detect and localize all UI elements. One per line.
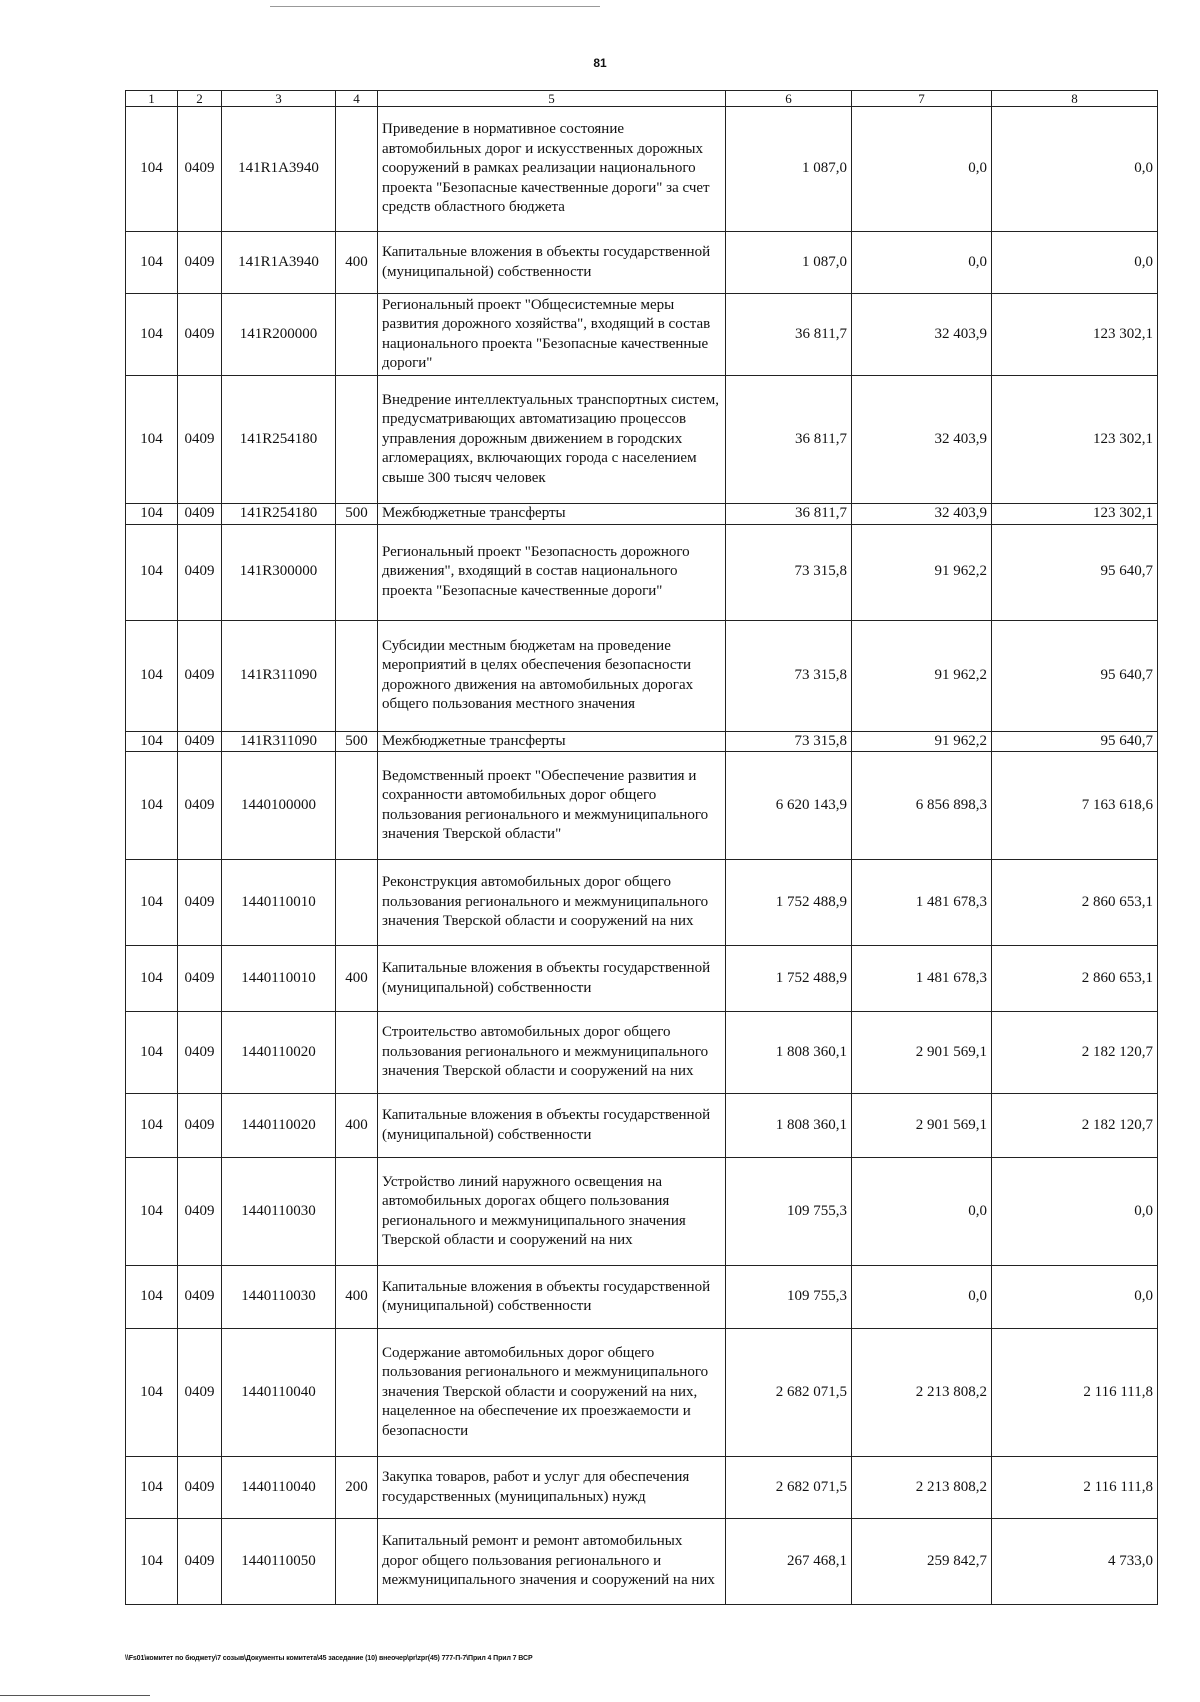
cell-col1: 104	[126, 1266, 178, 1329]
table-row	[126, 1457, 1158, 1519]
cell-col2: 0409	[178, 946, 222, 1012]
column-header: 1	[126, 91, 178, 107]
table-row	[126, 232, 1158, 294]
cell-col3: 1440110040	[222, 1457, 336, 1519]
cell-col3: 1440100000	[222, 752, 336, 860]
cell-col4	[336, 1158, 378, 1266]
cell-col2: 0409	[178, 504, 222, 525]
cell-col6: 73 315,8	[726, 524, 852, 620]
cell-col3: 1440110020	[222, 1012, 336, 1094]
cell-col6: 2 682 071,5	[726, 1457, 852, 1519]
cell-col4	[336, 752, 378, 860]
cell-col6: 267 468,1	[726, 1519, 852, 1605]
cell-col2: 0409	[178, 752, 222, 860]
scan-bottom-rule	[0, 1695, 150, 1696]
cell-col6: 1 752 488,9	[726, 860, 852, 946]
cell-col8: 2 860 653,1	[992, 946, 1158, 1012]
cell-col3: 141R1A3940	[222, 232, 336, 294]
cell-col8: 0,0	[992, 1158, 1158, 1266]
table-row	[126, 1094, 1158, 1158]
cell-description: Строительство автомобильных дорог общего пользования регионального и межмуниципального значения Тверской области и сооружений на них	[378, 1012, 726, 1094]
cell-col4	[336, 376, 378, 504]
cell-col7: 2 213 808,2	[852, 1329, 992, 1457]
cell-col6: 1 752 488,9	[726, 946, 852, 1012]
cell-col1: 104	[126, 294, 178, 376]
cell-description: Субсидии местным бюджетам на проведение мероприятий в целях обеспечения безопасности дорожного движения на автомобильных дорогах общего пользования местного значения	[378, 620, 726, 731]
cell-description: Устройство линий наружного освещения на автомобильных дорогах общего пользования регионального и межмуниципального значения Тверской области и сооружений на них	[378, 1158, 726, 1266]
cell-description: Закупка товаров, работ и услуг для обеспечения государственных (муниципальных) нужд	[378, 1457, 726, 1519]
header-row	[126, 91, 1158, 107]
cell-col8: 0,0	[992, 107, 1158, 232]
cell-col7: 259 842,7	[852, 1519, 992, 1605]
cell-col1: 104	[126, 524, 178, 620]
cell-col4: 500	[336, 504, 378, 525]
cell-col2: 0409	[178, 1094, 222, 1158]
cell-col3: 1440110040	[222, 1329, 336, 1457]
cell-col6: 1 087,0	[726, 107, 852, 232]
cell-col7: 32 403,9	[852, 376, 992, 504]
cell-col3: 1440110010	[222, 946, 336, 1012]
cell-col2: 0409	[178, 1266, 222, 1329]
cell-description: Реконструкция автомобильных дорог общего пользования регионального и межмуниципального значения Тверской области и сооружений на них	[378, 860, 726, 946]
cell-col1: 104	[126, 620, 178, 731]
table-row	[126, 524, 1158, 620]
table-row	[126, 1519, 1158, 1605]
cell-col6: 6 620 143,9	[726, 752, 852, 860]
cell-col2: 0409	[178, 1457, 222, 1519]
cell-col4: 400	[336, 946, 378, 1012]
footer-file-path: \\Fs01\комитет по бюджету\7 созыв\Документы комитета\45 заседание (10) внеочер\pr\zpr(45) 777-П-7\Прил 4 Прил 7 ВСР	[125, 1655, 533, 1662]
cell-col8: 123 302,1	[992, 294, 1158, 376]
cell-col8: 2 182 120,7	[992, 1012, 1158, 1094]
cell-col8: 2 860 653,1	[992, 860, 1158, 946]
cell-col3: 141R200000	[222, 294, 336, 376]
cell-description: Региональный проект "Общесистемные меры развития дорожного хозяйства", входящий в состав национального проекта "Безопасные качественные дороги"	[378, 294, 726, 376]
cell-col8: 0,0	[992, 1266, 1158, 1329]
cell-description: Капитальные вложения в объекты государственной (муниципальной) собственности	[378, 946, 726, 1012]
cell-col8: 2 116 111,8	[992, 1457, 1158, 1519]
cell-col7: 1 481 678,3	[852, 860, 992, 946]
cell-col7: 2 901 569,1	[852, 1012, 992, 1094]
cell-col8: 123 302,1	[992, 376, 1158, 504]
cell-col1: 104	[126, 1012, 178, 1094]
cell-col4: 400	[336, 1094, 378, 1158]
table-row	[126, 1266, 1158, 1329]
cell-col7: 32 403,9	[852, 294, 992, 376]
cell-col6: 73 315,8	[726, 620, 852, 731]
cell-description: Капитальные вложения в объекты государственной (муниципальной) собственности	[378, 1094, 726, 1158]
cell-description: Капитальные вложения в объекты государственной (муниципальной) собственности	[378, 232, 726, 294]
cell-col6: 1 808 360,1	[726, 1012, 852, 1094]
cell-col1: 104	[126, 860, 178, 946]
cell-col7: 0,0	[852, 107, 992, 232]
cell-col2: 0409	[178, 376, 222, 504]
cell-col8: 2 182 120,7	[992, 1094, 1158, 1158]
cell-col6: 73 315,8	[726, 731, 852, 752]
cell-description: Содержание автомобильных дорог общего пользования регионального и межмуниципального значения Тверской области и сооружений на них, нацеленное на обеспечение их проезжаемости и безопасности	[378, 1329, 726, 1457]
cell-col4: 400	[336, 1266, 378, 1329]
cell-col8: 0,0	[992, 232, 1158, 294]
cell-col7: 0,0	[852, 1158, 992, 1266]
cell-col2: 0409	[178, 1329, 222, 1457]
cell-col7: 32 403,9	[852, 504, 992, 525]
cell-col6: 1 808 360,1	[726, 1094, 852, 1158]
table-row	[126, 731, 1158, 752]
cell-col4	[336, 1519, 378, 1605]
table-row	[126, 860, 1158, 946]
cell-col1: 104	[126, 946, 178, 1012]
cell-col1: 104	[126, 1457, 178, 1519]
cell-col4	[336, 860, 378, 946]
cell-col4	[336, 1012, 378, 1094]
cell-col3: 141R311090	[222, 731, 336, 752]
cell-col2: 0409	[178, 524, 222, 620]
budget-table	[125, 90, 1158, 1605]
cell-col1: 104	[126, 232, 178, 294]
cell-col8: 4 733,0	[992, 1519, 1158, 1605]
cell-col4	[336, 294, 378, 376]
cell-col3: 1440110050	[222, 1519, 336, 1605]
cell-col1: 104	[126, 1094, 178, 1158]
column-header: 7	[852, 91, 992, 107]
cell-col6: 1 087,0	[726, 232, 852, 294]
cell-col1: 104	[126, 376, 178, 504]
column-header: 4	[336, 91, 378, 107]
cell-description: Приведение в нормативное состояние автомобильных дорог и искусственных дорожных сооружений в рамках реализации национального проекта "Безопасные качественные дороги" за счет средств областного бюджета	[378, 107, 726, 232]
cell-col7: 91 962,2	[852, 620, 992, 731]
column-header: 5	[378, 91, 726, 107]
cell-col2: 0409	[178, 232, 222, 294]
cell-col3: 1440110030	[222, 1266, 336, 1329]
cell-description: Межбюджетные трансферты	[378, 504, 726, 525]
table-row	[126, 752, 1158, 860]
cell-col2: 0409	[178, 731, 222, 752]
cell-col4	[336, 620, 378, 731]
cell-col1: 104	[126, 731, 178, 752]
cell-col6: 2 682 071,5	[726, 1329, 852, 1457]
cell-col3: 141R1A3940	[222, 107, 336, 232]
table-row	[126, 1158, 1158, 1266]
cell-col7: 1 481 678,3	[852, 946, 992, 1012]
cell-col8: 123 302,1	[992, 504, 1158, 525]
column-header: 2	[178, 91, 222, 107]
cell-col7: 2 213 808,2	[852, 1457, 992, 1519]
cell-col4: 400	[336, 232, 378, 294]
cell-col6: 36 811,7	[726, 376, 852, 504]
cell-col1: 104	[126, 107, 178, 232]
cell-description: Капитальный ремонт и ремонт автомобильных дорог общего пользования регионального и межмуниципального значения и сооружений на них	[378, 1519, 726, 1605]
cell-col7: 6 856 898,3	[852, 752, 992, 860]
table-row	[126, 294, 1158, 376]
cell-col2: 0409	[178, 294, 222, 376]
page-number: 81	[593, 56, 607, 70]
column-header: 8	[992, 91, 1158, 107]
cell-col4: 500	[336, 731, 378, 752]
cell-col1: 104	[126, 504, 178, 525]
table-row	[126, 1012, 1158, 1094]
cell-col4	[336, 107, 378, 232]
cell-col1: 104	[126, 1158, 178, 1266]
cell-col3: 1440110030	[222, 1158, 336, 1266]
table-row	[126, 946, 1158, 1012]
cell-col7: 0,0	[852, 1266, 992, 1329]
cell-col6: 36 811,7	[726, 294, 852, 376]
cell-col2: 0409	[178, 1012, 222, 1094]
cell-col7: 0,0	[852, 232, 992, 294]
table-row	[126, 1329, 1158, 1457]
cell-col6: 109 755,3	[726, 1266, 852, 1329]
cell-description: Внедрение интеллектуальных транспортных систем, предусматривающих автоматизацию процессов управления дорожным движением в городских агломерациях, включающих города с населением свыше 300 тысяч человек	[378, 376, 726, 504]
table-row	[126, 107, 1158, 232]
cell-col6: 36 811,7	[726, 504, 852, 525]
cell-col3: 141R254180	[222, 504, 336, 525]
cell-col8: 2 116 111,8	[992, 1329, 1158, 1457]
cell-col4	[336, 524, 378, 620]
cell-col4: 200	[336, 1457, 378, 1519]
cell-col7: 91 962,2	[852, 731, 992, 752]
table-row	[126, 376, 1158, 504]
cell-col8: 95 640,7	[992, 620, 1158, 731]
cell-col2: 0409	[178, 1519, 222, 1605]
column-header: 3	[222, 91, 336, 107]
scan-top-rule	[270, 6, 600, 7]
cell-description: Капитальные вложения в объекты государственной (муниципальной) собственности	[378, 1266, 726, 1329]
cell-col2: 0409	[178, 620, 222, 731]
cell-description: Региональный проект "Безопасность дорожного движения", входящий в состав национального проекта "Безопасные качественные дороги"	[378, 524, 726, 620]
cell-col3: 1440110020	[222, 1094, 336, 1158]
cell-col8: 7 163 618,6	[992, 752, 1158, 860]
cell-col1: 104	[126, 1519, 178, 1605]
cell-col7: 2 901 569,1	[852, 1094, 992, 1158]
cell-col8: 95 640,7	[992, 524, 1158, 620]
cell-col3: 141R311090	[222, 620, 336, 731]
cell-col1: 104	[126, 752, 178, 860]
column-header: 6	[726, 91, 852, 107]
table-row	[126, 620, 1158, 731]
cell-description: Межбюджетные трансферты	[378, 731, 726, 752]
cell-col3: 141R254180	[222, 376, 336, 504]
table-row	[126, 504, 1158, 525]
cell-col3: 141R300000	[222, 524, 336, 620]
cell-col2: 0409	[178, 1158, 222, 1266]
cell-col4	[336, 1329, 378, 1457]
cell-col1: 104	[126, 1329, 178, 1457]
cell-col2: 0409	[178, 107, 222, 232]
cell-col3: 1440110010	[222, 860, 336, 946]
cell-col7: 91 962,2	[852, 524, 992, 620]
cell-col8: 95 640,7	[992, 731, 1158, 752]
cell-col6: 109 755,3	[726, 1158, 852, 1266]
cell-description: Ведомственный проект "Обеспечение развития и сохранности автомобильных дорог общего пользования регионального и межмуниципального значения Тверской области"	[378, 752, 726, 860]
cell-col2: 0409	[178, 860, 222, 946]
